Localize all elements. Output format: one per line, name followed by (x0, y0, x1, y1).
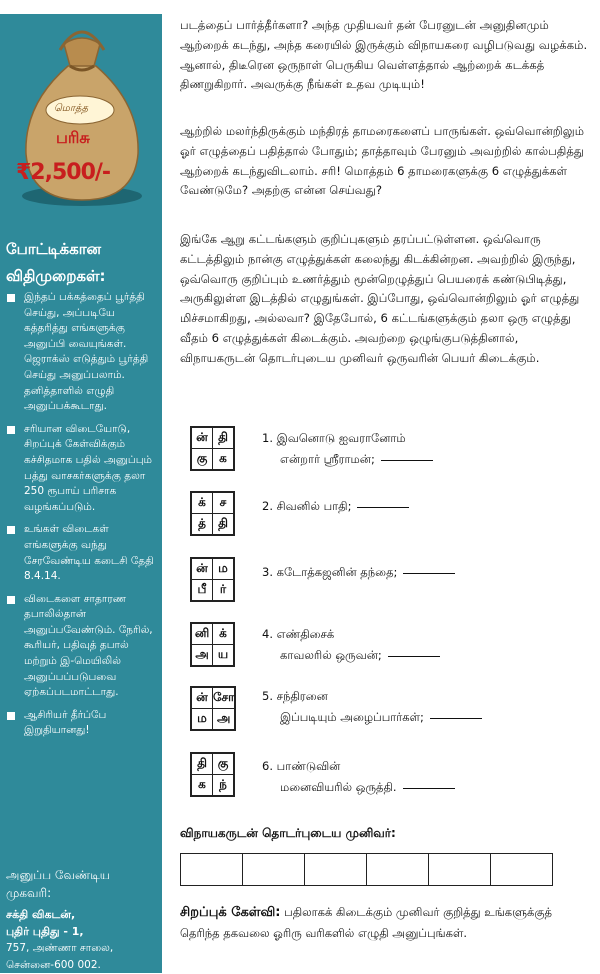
clue-4: 4. எண்திசைக் காவலரில் ஒருவன்; (262, 624, 440, 666)
final-answer-label: விநாயகருடன் தொடர்புடைய முனிவர்: (180, 826, 396, 840)
answer-blank[interactable] (403, 787, 455, 789)
prize-middle-label: பரிசு (56, 128, 90, 147)
intro-paragraph-2: ஆற்றில் மலர்ந்திருக்கும் மந்திரத் தாமரைகளைப் பாருங்கள். ஒவ்வொன்றிலும் ஓர் எழுத்தைப் பதித்தால் போதும்; தாத்தாவும் பேரனும் அவற்றில் கால்பதித்து ஆற்றைக் கடந்துவிடலாம். சரி! மொத்தம் 6 தாமரைகளுக்கு 6 எழுத்துக்கள் வேண்டுமே? அதற்கு என்ன செய்வது? (180, 124, 585, 198)
send-address-label: அனுப்ப வேண்டிய முகவரி: (6, 868, 111, 900)
rules-list (6, 290, 158, 746)
intro-paragraph-3: இங்கே ஆறு கட்டங்களும் குறிப்புகளும் தரப்பட்டுள்ளன. ஒவ்வொரு கட்டத்திலும் நான்கு எழுத்துக்கள் கலைந்து கிடக்கின்றன. அவற்றில் இருந்து, ஒவ்வொரு குறிப்பும் உணர்த்தும் மூன்றெழுத்துப் பெயரைக் கண்டுபிடித்து, அருகிலுள்ள இடத்தில் எழுதுங்கள். இப்போது, ஒவ்வொன்றிலும் ஓர் எழுத்து மிச்சமாகிறது, அல்லவா? இதேபோல், 6 கட்டங்களுக்கும் தலா ஒரு எழுத்து வீதம் 6 எழுத்துக்கள் கிடைக்கும். அவற்றை ஒழுங்குபடுத்தினால், விநாயகருடன் தொடர்புடைய முனிவர் ஒருவரின் பெயர் கிடைக்கும். (180, 232, 580, 365)
rule-item: உங்கள் விடைகள் எங்களுக்கு வந்து சேரவேண்டிய கடைசி தேதி 8.4.14. (6, 522, 158, 584)
clue-2: 2. சிவனில் பாதி; (262, 496, 409, 517)
sidebar-rules-panel (0, 14, 162, 973)
rule-item: இந்தப் பக்கத்தைப் பூர்த்தி செய்து, அப்படியே கத்தரித்து எங்களுக்கு அனுப்பி வையுங்கள். ஜெராக்ஸ் எடுத்தும் பூர்த்தி செய்து அனுப்பலாம். தனித்தாளில் எழுதி அனுப்பக்கூடாது. (6, 290, 158, 415)
prize-top-label: மொத்த (54, 103, 89, 114)
special-question-text: பதிலாகக் கிடைக்கும் முனிவர் குறித்து உங்களுக்குத் தெரிந்த தகவலை ஓரிரு வரிகளில் எழுதி அனுப்புங்கள். (180, 905, 552, 940)
rule-item: விடைகளை சாதாரண தபாலில்தான் அனுப்பவேண்டும். நேரில், கூரியர், பதிவுத் தபால் மற்றும் இ-மெயிலில் அனுப்பப்படுபவை ஏற்கப்படமாட்டாது. (6, 592, 158, 701)
letter-grid-6: தி கு க ந் (190, 752, 235, 797)
answer-blank[interactable] (381, 459, 433, 461)
clue-6: 6. பாண்டுவின் மனைவியரில் ஒருத்தி. (262, 756, 455, 798)
bullet-square-icon (7, 426, 15, 434)
bullet-square-icon (7, 712, 15, 720)
answer-letter-box[interactable] (181, 854, 243, 886)
answer-letter-box[interactable] (367, 854, 429, 886)
prize-amount: ₹2,500/- (16, 160, 111, 185)
bullet-square-icon (7, 596, 15, 604)
answer-letter-box[interactable] (305, 854, 367, 886)
rules-title: போட்டிக்கான விதிமுறைகள்: (6, 240, 106, 285)
rule-item: ஆசிரியர் தீர்ப்பே இறுதியானது! (6, 708, 158, 739)
answer-letter-box[interactable] (491, 854, 553, 886)
final-answer-boxes (180, 853, 553, 886)
answer-letter-box[interactable] (243, 854, 305, 886)
clue-3: 3. கடோத்கஜனின் தந்தை; (262, 562, 455, 583)
intro-paragraph-1: படத்தைப் பார்த்தீர்களா? அந்த முதியவர் தன் பேரனுடன் அனுதினமும் ஆற்றைக் கடந்து, அந்த கரையில் இருக்கும் விநாயகரை வழிபடுவது வழக்கம். ஆனால், திடீரென ஒருநாள் பெருகிய வெள்ளத்தால் ஆற்றைக் கடக்கத் திணறுகிறார். அவருக்கு நீங்கள் உதவ முடியும்! (180, 18, 588, 92)
answer-blank[interactable] (403, 572, 455, 574)
special-question-label: சிறப்புக் கேள்வி: (180, 905, 281, 920)
letter-grid-5: ன் சோ ம அ (190, 686, 236, 731)
answer-blank[interactable] (430, 717, 482, 719)
special-question (180, 902, 590, 943)
bullet-square-icon (7, 294, 15, 302)
clue-1: 1. இவனொடு ஐவரானோம் என்றார் ஸ்ரீராமன்; (262, 428, 433, 470)
answer-blank[interactable] (357, 506, 409, 508)
letter-grid-2: க் ச த் தி (190, 491, 235, 536)
clue-5: 5. சந்திரனை இப்படியும் அழைப்பார்கள்; (262, 686, 482, 728)
letter-grid-1: ன் தி கு க (190, 426, 235, 471)
rule-item: சரியான விடையோடு, சிறப்புக் கேள்விக்கும் கச்சிதமாக பதில் அனுப்பும் பத்து வாசகர்களுக்கு தலா 250 ரூபாய் பரிசாக வழங்கப்படும். (6, 422, 158, 516)
answer-blank[interactable] (388, 655, 440, 657)
letter-grid-4: னி க் அ ய (190, 622, 235, 667)
postal-address: சக்தி விகடன், புதிர் புதிது - 1, 757, அண்ணா சாலை, சென்னை-600 002. (6, 908, 114, 971)
bullet-square-icon (7, 526, 15, 534)
answer-letter-box[interactable] (429, 854, 491, 886)
letter-grid-3: ன் ம பீ ர் (190, 557, 235, 602)
